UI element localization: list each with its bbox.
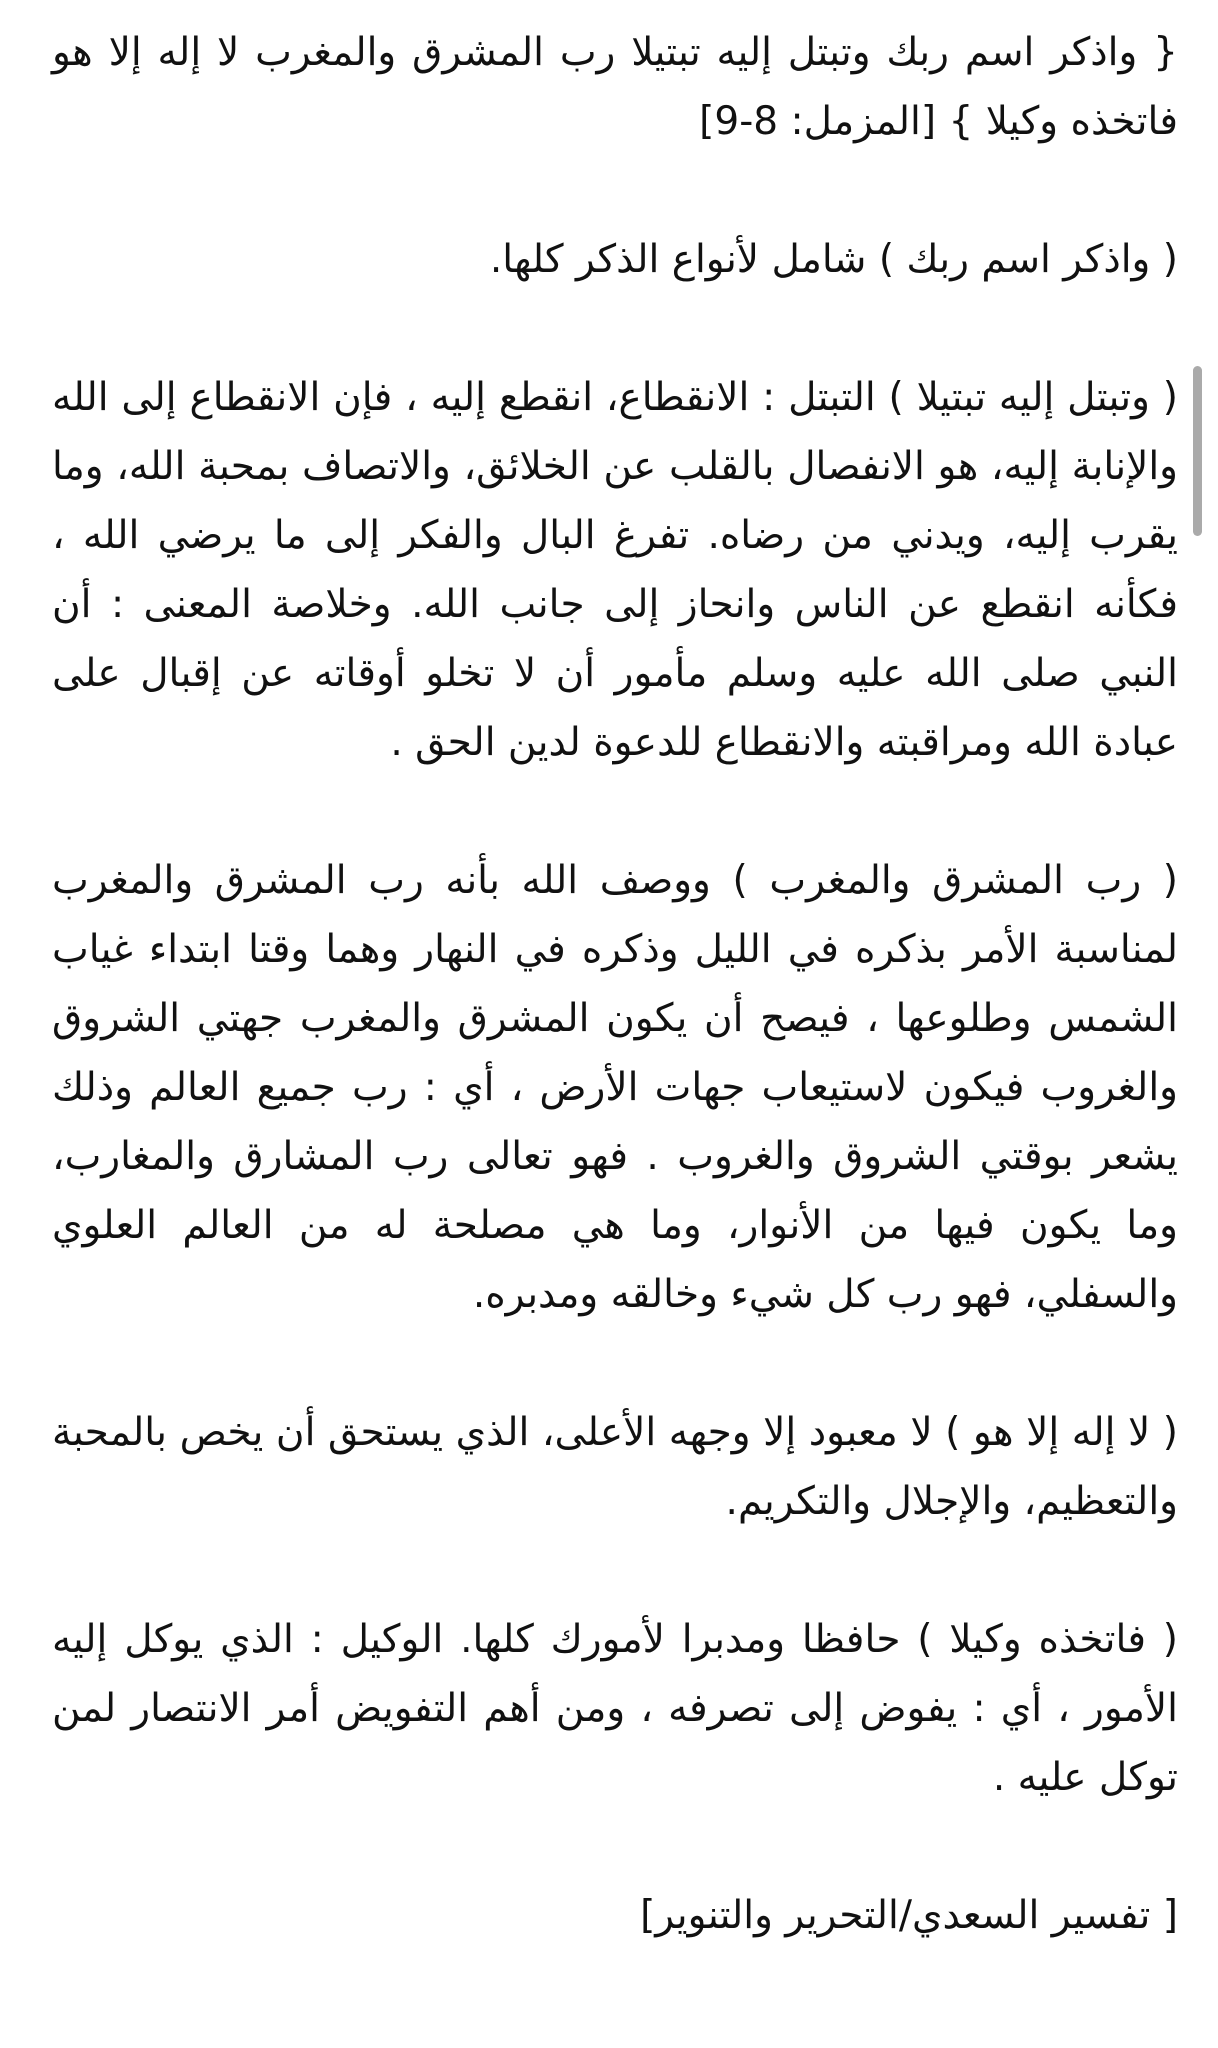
commentary-paragraph-tawhid: ( لا إله إلا هو ) لا معبود إلا وجهه الأعلى، الذي يستحق أن يخص بالمحبة والتعظيم، والإجلال والتكريم. [52, 1410, 1178, 1524]
scrollbar-thumb[interactable] [1193, 366, 1202, 536]
document-text [52, 18, 1178, 1950]
verse-paragraph: { واذكر اسم ربك وتبتل إليه تبتيلا رب المشرق والمغرب لا إله إلا هو فاتخذه وكيلا } [المزمل: 8-9] [52, 30, 1178, 144]
commentary-paragraph-mashriq: ( رب المشرق والمغرب ) ووصف الله بأنه رب المشرق والمغرب لمناسبة الأمر بذكره في الليل وذكره في النهار وهما وقتا ابتداء غياب الشمس وطلوعها ، فيصح أن يكون المشرق والمغرب جهتي الشروق والغروب فيكون لاستيعاب جهات الأرض ، أي : رب جميع العالم وذلك يشعر بوقتي الشروق والغروب . فهو تعالى رب المشارق والمغارب، وما يكون فيها من الأنوار، وما هي مصلحة له من العالم العلوي والسفلي، فهو رب كل شيء وخالقه ومدبره. [52, 858, 1178, 1317]
commentary-paragraph-dhikr: ( واذكر اسم ربك ) شامل لأنواع الذكر كلها. [489, 237, 1178, 282]
commentary-paragraph-tabattul: ( وتبتل إليه تبتيلا ) التبتل : الانقطاع، انقطع إليه ، فإن الانقطاع إلى الله والإنابة إليه، هو الانفصال بالقلب عن الخلائق، والاتصاف بمحبة الله، وما يقرب إليه، ويدني من رضاه. تفرغ البال والفكر إلى ما يرضي الله ، فكأنه انقطع عن الناس وانحاز إلى جانب الله. وخلاصة المعنى : أن النبي صلى الله عليه وسلم مأمور أن لا تخلو أوقاته عن إقبال على عبادة الله ومراقبته والانقطاع للدعوة لدين الحق . [52, 375, 1178, 765]
commentary-paragraph-wakil: ( فاتخذه وكيلا ) حافظا ومدبرا لأمورك كلها. الوكيل : الذي يوكل إليه الأمور ، أي : يفوض إلى تصرفه ، ومن أهم التفويض أمر الانتصار لمن توكل عليه . [52, 1617, 1178, 1800]
source-citation: [ تفسير السعدي/التحرير والتنوير] [640, 1893, 1178, 1938]
